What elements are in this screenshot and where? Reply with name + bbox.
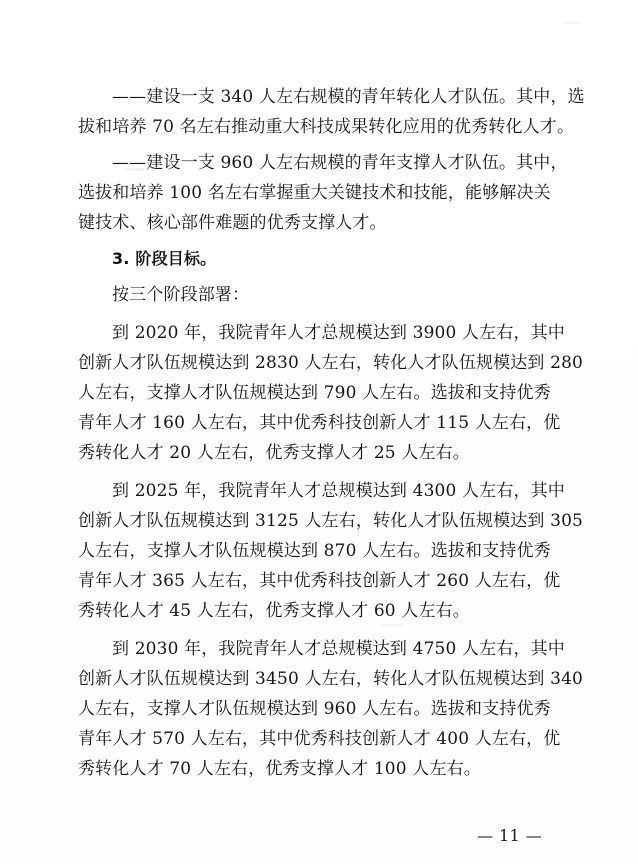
intro-line: 按三个阶段部署： [112, 285, 250, 305]
stage-line: 创新人才队伍规模达到 3450 人左右，转化人才队伍规模达到 340 [78, 669, 584, 689]
stage-line: 人左右，支撑人才队伍规模达到 870 人左右。选拔和支持优秀 [78, 541, 551, 561]
stage-line: 人左右，支撑人才队伍规模达到 960 人左右。选拔和支持优秀 [78, 699, 551, 719]
paragraph-support-team [78, 148, 566, 238]
page-smudge [563, 22, 581, 24]
stage-line: 青年人才 160 人左右，其中优秀科技创新人才 115 人左右，优 [78, 413, 561, 433]
stage-line: 秀转化人才 70 人左右，优秀支撑人才 100 人左右。 [78, 759, 481, 779]
stage-line: 到 2030 年，我院青年人才总规模达到 4750 人左右，其中 [112, 639, 565, 659]
stage-2030-paragraph [78, 634, 584, 784]
stage-line: 秀转化人才 45 人左右，优秀支撑人才 60 人左右。 [78, 601, 470, 621]
stage-2020-paragraph [78, 318, 584, 468]
paragraph-line: 选拔和培养 100 名左右掌握重大关键技术和技能，能够解决关 [78, 183, 551, 203]
intro-paragraph [78, 280, 566, 310]
paragraph-line: ——建设一支 960 人左右规模的青年支撑人才队伍。其中， [112, 153, 568, 173]
stage-line: 秀转化人才 20 人左右，优秀支撑人才 25 人左右。 [78, 443, 470, 463]
paragraph-transfer-team [78, 82, 585, 142]
paragraph-line: ——建设一支 340 人左右规模的青年转化人才队伍。其中，选 [112, 87, 585, 107]
stage-line: 到 2025 年，我院青年人才总规模达到 4300 人左右，其中 [112, 481, 565, 501]
paragraph-line: 拔和培养 70 名左右推动重大科技成果转化应用的优秀转化人才。 [78, 117, 575, 137]
stage-line: 青年人才 365 人左右，其中优秀科技创新人才 260 人左右，优 [78, 571, 561, 591]
stage-line: 创新人才队伍规模达到 2830 人左右，转化人才队伍规模达到 280 [78, 353, 584, 373]
page-number: — 11 — [477, 826, 542, 845]
document-content [78, 82, 585, 784]
section-heading: 3. 阶段目标。 [112, 249, 217, 268]
stage-line: 人左右，支撑人才队伍规模达到 790 人左右。选拔和支持优秀 [78, 383, 551, 403]
stage-line: 到 2020 年，我院青年人才总规模达到 3900 人左右，其中 [112, 323, 565, 343]
stage-line: 创新人才队伍规模达到 3125 人左右，转化人才队伍规模达到 305 [78, 511, 584, 531]
paragraph-line: 键技术、核心部件难题的优秀支撑人才。 [78, 213, 387, 233]
stage-2025-paragraph [78, 476, 584, 626]
stage-line: 青年人才 570 人左右，其中优秀科技创新人才 400 人左右，优 [78, 729, 561, 749]
